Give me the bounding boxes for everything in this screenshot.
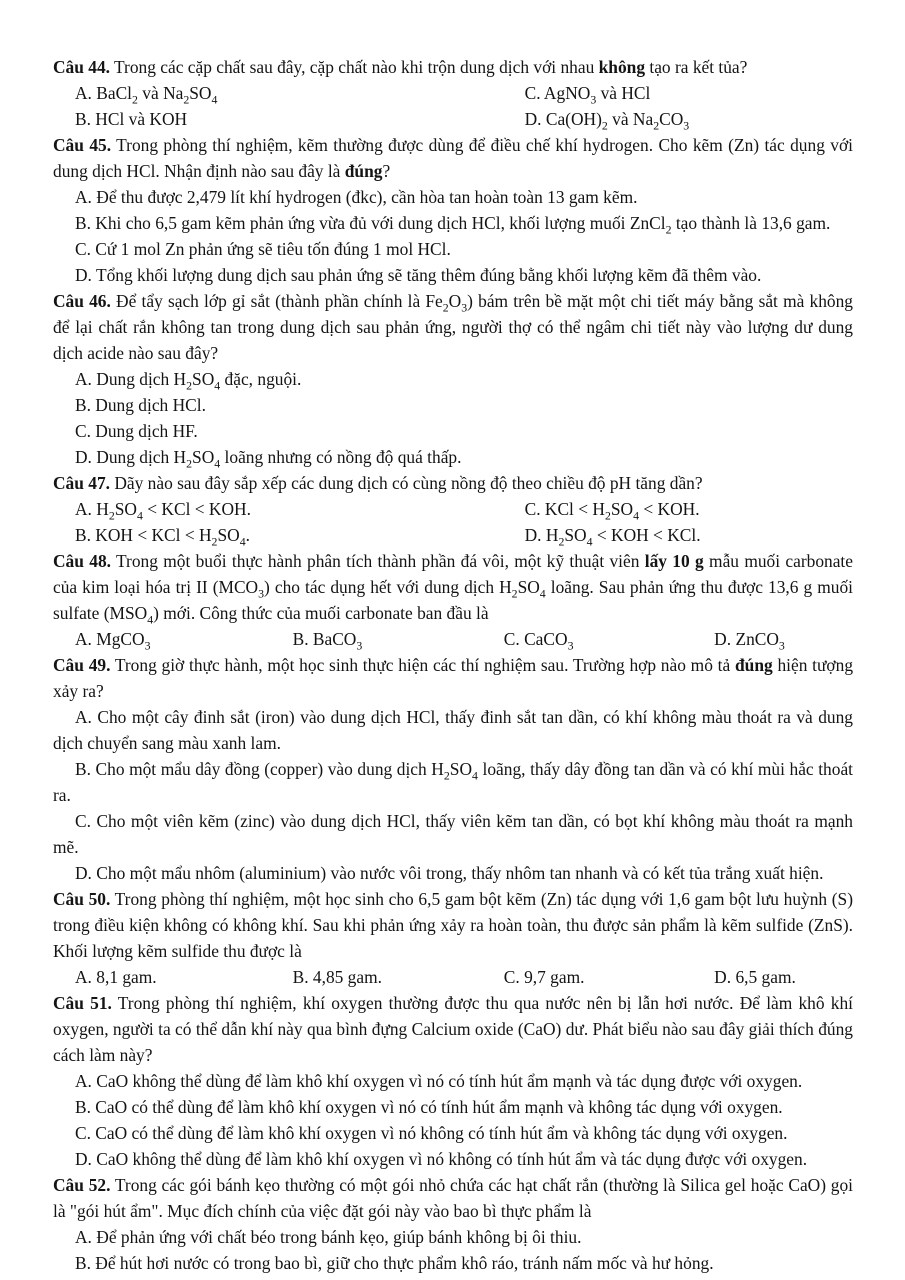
question-stem-text: Trong giờ thực hành, một học sinh thực hiện các thí nghiệm sau. Trường hợp nào mô tả đúng hiện tượng xảy ra? [53,655,854,701]
option-letter: A. [75,187,92,207]
question-stem [53,652,853,704]
option-letter: A. [75,707,92,727]
option-letter: A. [75,1071,92,1091]
answer-option [53,184,853,210]
option-letter: C. [75,811,91,831]
answer-option [53,496,503,522]
answer-option [53,808,853,860]
option-text: 8,1 gam. [91,967,157,987]
option-text: Dung dịch HF. [90,421,198,441]
option-text: MgCO$_3$ [91,629,151,653]
option-letter: B. [75,395,91,415]
option-text: $Ca(OH)_2$ và $Na_2CO_3$ [541,109,690,133]
question-number: Câu 47. [53,473,111,493]
answer-option [53,106,503,132]
option-text: CaO không thể dùng để làm khô khí oxygen vì nó có tính hút ẩm mạnh và tác dụng được với oxygen. [91,1071,803,1091]
answer-option [692,964,853,990]
question-block [53,652,853,886]
answer-options [53,964,853,990]
question-number: Câu 46. [53,291,111,311]
answer-option [271,626,482,652]
option-letter: A. [75,967,92,987]
question-block [53,54,853,132]
option-text: HCl và KOH [90,109,188,129]
option-letter: C. [75,421,91,441]
question-stem-text: Trong phòng thí nghiệm, khí oxygen thường được thu qua nước nên bị lẫn hơi nước. Để làm khô khí oxygen, người ta có thể dẫn khí này qua bình đựng Calcium oxide (CaO) dư. Phát biểu nào sau đây giải thích đúng cách làm này? [53,993,853,1065]
option-letter: C. [524,83,541,103]
answer-option [53,418,853,444]
answer-option [53,1120,853,1146]
option-letter: B. [75,1097,91,1117]
answer-options [53,496,853,548]
question-number: Câu 50. [53,889,111,909]
option-text: $H_2SO_4$ < KCl < KOH. [91,499,251,523]
option-text: KOH < KCl < $H_2SO_4$. [90,525,250,549]
answer-option [271,964,482,990]
option-letter: D. [524,525,542,545]
option-text: BaCO$_3$ [308,629,363,653]
answer-options [53,704,853,886]
answer-option [53,1146,853,1172]
option-text: $H_2SO_4$ < KOH < KCl. [541,525,701,549]
answer-options [53,1068,853,1172]
option-letter: B. [75,759,91,779]
option-letter: D. [75,265,92,285]
answer-option [53,236,853,262]
answer-option [53,366,853,392]
question-stem-text: Trong các gói bánh kẹo thường có một gói nhỏ chứa các hạt chất rắn (thường là Silica gel hoặc CaO) gọi là "gói hút ẩm". Mục đích chính của việc đặt gói này vào bao bì thực phẩm là [53,1175,853,1221]
option-letter: C. [503,629,520,649]
answer-option [53,756,853,808]
option-text: Dung dịch $H_2SO_4$ loãng nhưng có nồng độ quá thấp. [91,447,462,471]
answer-option [53,626,271,652]
question-number: Câu 51. [53,993,112,1013]
option-letter: A. [75,1227,92,1247]
question-stem-text: Trong các cặp chất sau đây, cặp chất nào khi trộn dung dịch với nhau không tạo ra kết tủa? [110,57,748,77]
option-letter: D. [714,967,732,987]
question-stem [53,886,853,964]
question-number: Câu 44. [53,57,111,77]
question-stem [53,470,853,496]
option-letter: A. [75,369,92,389]
option-letter: B. [292,967,309,987]
option-letter: D. [75,1149,92,1169]
answer-options [53,80,853,132]
option-text: Cho một cây đinh sắt (iron) vào dung dịch HCl, thấy đinh sắt tan dần, có khí không màu thoát ra và dung dịch chuyển sang màu xanh lam. [53,707,853,753]
option-letter: D. [524,109,542,129]
option-text: Để thu được 2,479 lít khí hydrogen (đkc), cần hòa tan hoàn toàn 13 gam kẽm. [91,187,638,207]
answer-option [503,80,853,106]
option-letter: C. [503,967,520,987]
option-text: CaO không thể dùng để làm khô khí oxygen vì nó không có tính hút ẩm và tác dụng được với oxygen. [91,1149,808,1169]
answer-options [53,1224,853,1276]
option-text: CaO có thể dùng để làm khô khí oxygen vì nó có tính hút ẩm mạnh và không tác dụng với oxygen. [90,1097,783,1117]
option-letter: A. [75,629,92,649]
option-text: 6,5 gam. [731,967,796,987]
question-stem-text: Trong một buổi thực hành phân tích thành phần đá vôi, một kỹ thuật viên lấy 10 g mẫu muối carbonate của kim loại hóa trị II $(MCO_3)$ cho tác dụng hết với dung dịch $H_2SO_4$ loãng. Sau phản ứng thu được 13,6 g muối sulfate $(MSO_4)$ mới. Công thức của muối carbonate ban đầu là [53,551,853,627]
answer-options [53,626,853,652]
answer-option [53,1224,853,1250]
answer-option [53,964,271,990]
option-text: BaCl$_2$ và $Na_2SO_4$ [91,83,218,107]
option-letter: D. [75,863,92,883]
question-number: Câu 52. [53,1175,111,1195]
question-block [53,548,853,652]
option-text: Cho một mẩu nhôm (aluminium) vào nước vôi trong, thấy nhôm tan nhanh và có kết tủa trắng xuất hiện. [91,863,824,883]
option-letter: A. [75,499,92,519]
question-stem-text: Trong phòng thí nghiệm, một học sinh cho 6,5 gam bột kẽm (Zn) tác dụng với 1,6 gam bột lưu huỳnh (S) trong điều kiện không có không khí. Sau khi phản ứng xảy ra hoàn toàn, thu được sản phẩm là kẽm sulfide (ZnS). Khối lượng kẽm sulfide thu được là [53,889,854,961]
answer-options [53,366,853,470]
question-stem [53,1172,853,1224]
answer-option [53,860,853,886]
answer-option [53,392,853,418]
option-text: Tổng khối lượng dung dịch sau phản ứng sẽ tăng thêm đúng bằng khối lượng kẽm đã thêm vào. [91,265,762,285]
answer-option [53,1094,853,1120]
option-text: CaO có thể dùng để làm khô khí oxygen vì nó không có tính hút ẩm và không tác dụng với oxygen. [90,1123,788,1143]
option-text: 4,85 gam. [308,967,382,987]
option-text: ZnCO$_3$ [731,629,785,653]
option-text: KCl < $H_2SO_4$ < KOH. [540,499,700,523]
question-stem-text: Trong phòng thí nghiệm, kẽm thường được dùng để điều chế khí hydrogen. Cho kẽm (Zn) tác dụng với dung dịch HCl. Nhận định nào sau đây là đúng? [53,135,854,181]
answer-option [53,262,853,288]
option-letter: B. [75,213,91,233]
option-letter: B. [75,1253,91,1273]
question-stem [53,132,853,184]
option-text: Khi cho 6,5 gam kẽm phản ứng vừa đủ với dung dịch HCl, khối lượng muối ZnCl$_2$ tạo thành là 13,6 gam. [90,213,831,237]
option-text: Để phản ứng với chất béo trong bánh kẹo, giúp bánh không bị ôi thiu. [91,1227,582,1247]
question-stem [53,288,853,366]
question-block [53,990,853,1172]
option-text: Để hút hơi nước có trong bao bì, giữ cho thực phẩm khô ráo, tránh nấm mốc và hư hỏng. [90,1253,714,1273]
answer-options [53,184,853,288]
answer-option [53,80,503,106]
question-number: Câu 45. [53,135,112,155]
question-stem [53,548,853,626]
answer-option [53,522,503,548]
option-letter: D. [75,447,92,467]
answer-option [53,1250,853,1276]
option-text: Cho một mẩu dây đồng (copper) vào dung dịch $H_2SO_4$ loãng, thấy dây đồng tan dần và có khí mùi hắc thoát ra. [53,759,854,805]
option-text: AgNO$_3$ và HCl [540,83,651,107]
answer-option [692,626,853,652]
question-block [53,132,853,288]
option-letter: A. [75,83,92,103]
option-text: Dung dịch HCl. [90,395,206,415]
answer-option [53,444,853,470]
option-text: CaCO$_3$ [519,629,574,653]
question-block [53,886,853,990]
question-block [53,470,853,548]
option-letter: D. [714,629,732,649]
question-stem [53,54,853,80]
answer-option [53,704,853,756]
option-letter: C. [524,499,541,519]
option-text: Cứ 1 mol Zn phản ứng sẽ tiêu tốn đúng 1 mol HCl. [90,239,451,259]
option-letter: B. [75,525,91,545]
option-text: 9,7 gam. [519,967,585,987]
option-letter: C. [75,239,91,259]
question-stem [53,990,853,1068]
answer-option [53,210,853,236]
answer-option [482,626,692,652]
answer-option [53,1068,853,1094]
question-block [53,1172,853,1276]
answer-option [503,496,853,522]
option-letter: B. [292,629,309,649]
question-stem-text: Dãy nào sau đây sắp xếp các dung dịch có cùng nồng độ theo chiều độ pH tăng dần? [110,473,703,493]
question-block [53,288,853,470]
question-stem-text: Để tẩy sạch lớp gỉ sắt (thành phần chính là $Fe_2O_3$) bám trên bề mặt một chi tiết máy bằng sắt mà không để lại chất rắn không tan trong dung dịch sau phản ứng, người thợ có thể ngâm chi tiết này vào lượng dư dung dịch acide nào sau đây? [53,291,853,363]
answer-option [503,106,853,132]
question-number: Câu 48. [53,551,111,571]
answer-option [482,964,692,990]
option-letter: B. [75,109,91,129]
question-number: Câu 49. [53,655,111,675]
option-letter: C. [75,1123,91,1143]
question-list [53,54,853,1276]
answer-option [503,522,853,548]
option-text: Cho một viên kẽm (zinc) vào dung dịch HCl, thấy viên kẽm tan dần, có bọt khí không màu thoát ra mạnh mẽ. [53,811,853,857]
option-text: Dung dịch $H_2SO_4$ đặc, nguội. [91,369,302,393]
